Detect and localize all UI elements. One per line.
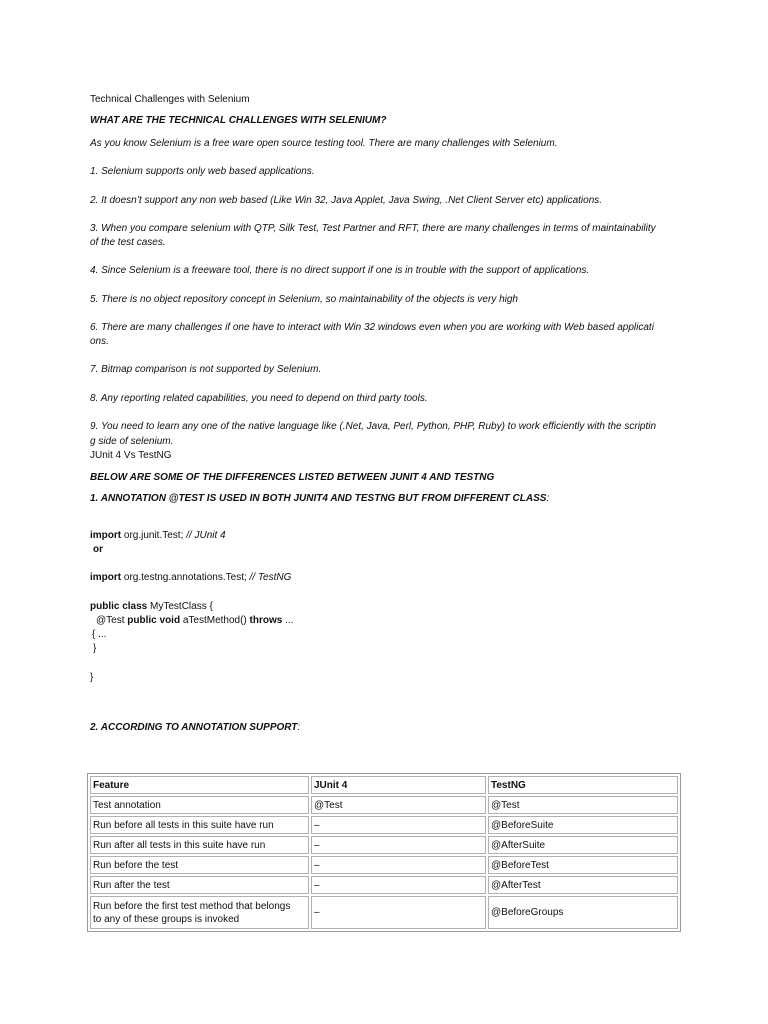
code-line: } (90, 672, 94, 683)
section-title: JUnit 4 Vs TestNG (90, 450, 172, 461)
annotation-comparison-table (87, 773, 681, 932)
table-cell: – (311, 816, 486, 834)
table-cell: Run before the test (90, 856, 309, 874)
table-header-cell: TestNG (488, 776, 678, 794)
table-cell: Test annotation (90, 796, 309, 814)
table-cell: @Test (311, 796, 486, 814)
table-cell: @BeforeTest (488, 856, 678, 874)
table-row (90, 896, 678, 929)
cell-line: Run before the first test method that belongs (93, 900, 291, 912)
code-comment: // JUnit 4 (186, 530, 226, 541)
code-line: or (93, 544, 103, 555)
list-item: 1. Selenium supports only web based applications. (90, 166, 315, 177)
table-cell: @BeforeSuite (488, 816, 678, 834)
code-line: { ... (92, 629, 107, 640)
code-line: public class MyTestClass { (90, 601, 213, 612)
section-heading: BELOW ARE SOME OF THE DIFFERENCES LISTED BETWEEN JUNIT 4 AND TESTNG (90, 472, 495, 483)
table-cell (90, 896, 309, 929)
table-cell: Run before all tests in this suite have run (90, 816, 309, 834)
table-row (90, 836, 678, 854)
table-row (90, 816, 678, 834)
table-row (90, 856, 678, 874)
section-heading: WHAT ARE THE TECHNICAL CHALLENGES WITH SELENIUM? (90, 115, 387, 126)
table-cell: @AfterTest (488, 876, 678, 894)
code-line: } (93, 643, 97, 654)
table-cell: – (311, 896, 486, 929)
intro-paragraph: As you know Selenium is a free ware open source testing tool. There are many challenges with Selenium. (90, 138, 558, 149)
numbered-heading: 1. ANNOTATION @TEST IS USED IN BOTH JUNIT4 AND TESTNG BUT FROM DIFFERENT CLASS: (90, 493, 550, 504)
list-item-continuation: of the test cases. (90, 237, 166, 248)
code-line: @Test public void aTestMethod() throws ... (96, 615, 294, 626)
table-cell: @Test (488, 796, 678, 814)
document-title: Technical Challenges with Selenium (90, 94, 250, 105)
table-cell: – (311, 876, 486, 894)
table-row (90, 876, 678, 894)
list-item: 8. Any reporting related capabilities, you need to depend on third party tools. (90, 393, 428, 404)
table-row (90, 796, 678, 814)
table-cell: Run after all tests in this suite have run (90, 836, 309, 854)
cell-line: to any of these groups is invoked (93, 913, 240, 925)
list-item: 6. There are many challenges if one have to interact with Win 32 windows even when you are working with Web based applicati (90, 322, 654, 333)
table-cell: Run after the test (90, 876, 309, 894)
list-item: 5. There is no object repository concept in Selenium, so maintainability of the objects is very high (90, 294, 518, 305)
code-comment: // TestNG (249, 572, 292, 583)
list-item: 7. Bitmap comparison is not supported by Selenium. (90, 364, 322, 375)
table-cell: @BeforeGroups (488, 896, 678, 929)
code-line: import org.junit.Test; // JUnit 4 (90, 530, 226, 541)
numbered-heading: 2. ACCORDING TO ANNOTATION SUPPORT: (90, 722, 301, 733)
table-header-row (90, 776, 678, 794)
list-item-continuation: g side of selenium. (90, 436, 174, 447)
table-cell: – (311, 836, 486, 854)
table-header-cell: Feature (90, 776, 309, 794)
table-cell: – (311, 856, 486, 874)
table-header-cell: JUnit 4 (311, 776, 486, 794)
code-line: import org.testng.annotations.Test; // TestNG (90, 572, 292, 583)
list-item: 3. When you compare selenium with QTP, Silk Test, Test Partner and RFT, there are many challenges in terms of maintainability (90, 223, 656, 234)
list-item-continuation: ons. (90, 336, 109, 347)
list-item: 2. It doesn’t support any non web based (Like Win 32, Java Applet, Java Swing, .Net Client Server etc) applications. (90, 195, 603, 206)
list-item: 9. You need to learn any one of the native language like (.Net, Java, Perl, Python, PHP, Ruby) to work efficiently with the scriptin (90, 421, 657, 432)
table-cell: @AfterSuite (488, 836, 678, 854)
list-item: 4. Since Selenium is a freeware tool, there is no direct support if one is in trouble with the support of applications. (90, 265, 590, 276)
